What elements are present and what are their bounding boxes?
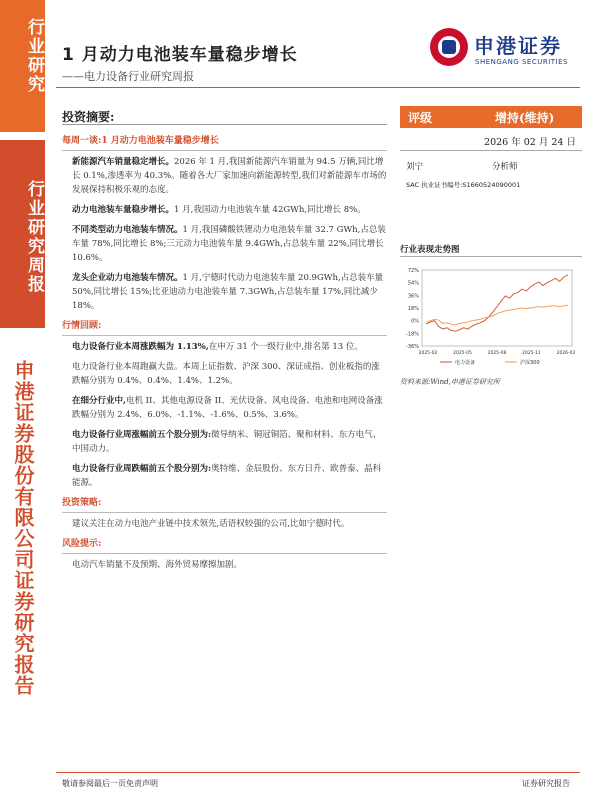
paragraph [72,223,387,265]
paragraph-text: 1 月,宁德时代动力电池装车量 20.9GWh,占总装车量 50%,同比增长 15%;比亚迪动力电池装车量 7.3GWh,占总装车量 17%,同比减少 18%。 [72,273,384,311]
paragraph-lead: 不同类型动力电池装车情况。 [72,225,183,235]
logo-mark-icon [430,28,468,66]
paragraph-lead: 龙头企业动力电池装车情况。 [72,273,183,283]
chart-source: 资料来源:Wind,申港证券研究所 [400,378,500,386]
paragraph-text: 2026 年 1 月,我国新能源汽车销量为 94.5 万辆,同比增长 0.1%,渗透率为 40.3%。随着各大厂家加速向新能源转型,我们对新能源车市场的发展保持积极乐观的态度。 [72,157,387,195]
paragraph [72,517,387,531]
x-tick-label: 2025-02 [418,351,438,356]
x-tick-label: 2025-08 [487,351,507,356]
paragraph-lead: 动力电池装车量稳步增长。 [72,205,175,215]
chart-title: 行业表现走势图 [400,245,460,255]
industry-performance-chart [400,262,582,372]
sidebar-company: 申港证券股份有限公司证券研究报告 [11,360,35,696]
company-logo [430,26,570,76]
header-divider [56,87,580,88]
paragraph-text: 1 月,我国磷酸铁锂动力电池装车量 32.7 GWh,占总装车量 78%,同比增长 8%;三元动力电池装车量 9.4GWh,占总装车量 22%,同比增长 10.6%。 [72,225,386,263]
legend-label: 电力设备 [455,360,476,366]
y-tick-label: 18% [407,306,419,312]
footer-label: 证券研究报告 [522,779,570,788]
abstract-heading: 投资摘要: [62,110,115,124]
paragraph [72,462,387,490]
y-tick-label: 36% [407,293,419,300]
section-heading: 投资策略: [62,496,387,513]
paragraph-text: 奥特维、金辰股份、东方日升、欧普泰、晶科能源。 [72,464,382,488]
rating-banner [400,106,582,128]
y-tick-label: 0% [411,318,419,325]
sidebar-label: 行业研究 [24,18,44,94]
paragraph [72,203,387,217]
chart-divider [400,256,582,257]
analyst-role: 分析师 [492,162,518,172]
paragraph [72,340,387,354]
footer-divider [56,772,580,773]
sidebar-block-weekly [0,140,45,328]
paragraph [72,155,387,197]
paragraph [72,428,387,456]
y-tick-label: -36% [406,344,419,350]
report-date: 2026 年 02 月 24 日 [484,137,576,148]
legend-label: 沪深300 [520,360,540,366]
paragraph-text: 电机 II、其他电源设备 II、光伏设备、风电设备、电池和电网设备涨跌幅分别为 2.4%、6.0%、-1.1%、-1.6%、0.5%、3.6%。 [72,396,383,420]
section-heading: 风险提示: [62,537,387,554]
analyst-name: 刘宁 [406,162,424,172]
x-tick-label: 2025-11 [522,351,541,356]
footer-disclaimer: 敬请参阅最后一页免责声明 [62,779,158,788]
paragraph-text: 微导纳米、铜冠铜箔、聚和材料、东方电气、中国动力。 [72,430,382,454]
sidebar-label-weekly: 行业研究周报 [24,180,44,294]
rating-value: 增持(维持) [495,111,555,125]
paragraph-lead: 新能源汽车销量稳定增长。 [72,157,175,167]
paragraph [72,558,387,572]
y-tick-label: -18% [406,331,419,338]
analyst-sac: SAC 执业证书编号:S1660524090001 [406,181,521,189]
paragraph-text: 1 月,我国动力电池装车量 42GWh,同比增长 8%。 [174,205,366,215]
section-heading: 行情回顾: [62,319,387,336]
logo-text-en: SHENGANG SECURITIES [475,58,568,66]
y-tick-label: 72% [407,268,419,274]
logo-text-cn: 申港证券 [474,34,562,58]
paragraph-lead: 在细分行业中, [72,396,126,406]
paragraph-text: 电动汽车销量不及预期、海外贸易摩擦加剧。 [72,560,243,570]
paragraph [72,360,387,388]
abstract-divider [62,124,387,125]
paragraph [72,394,387,422]
paragraph-text: 建议关注在动力电池产业链中技术领先,话语权较强的公司,比如宁德时代。 [72,519,350,529]
x-tick-label: 2025-05 [453,351,472,356]
abstract-body [62,128,387,578]
sidebar-block-industry [0,0,45,132]
page-subtitle: ——电力设备行业研究周报 [62,70,194,83]
paragraph-text: 在申万 31 个一级行业中,排名第 13 位。 [208,342,363,352]
rating-divider [400,150,582,151]
series-line [426,305,568,325]
x-tick-label: 2026-02 [556,351,576,356]
paragraph-lead: 电力设备行业本周涨跌幅为 1.13%, [72,342,209,352]
section-heading: 每周一谈:1 月动力电池装车量稳步增长 [62,134,387,151]
paragraph [72,271,387,313]
paragraph-text: 电力设备行业本周跑赢大盘。本周上证指数、沪深 300、深证成指、创业板指的涨跌幅分别为 0.4%、0.4%、1.4%、1.2%。 [72,362,380,386]
page-title: 1 月动力电池装车量稳步增长 [62,45,298,65]
rating-label: 评级 [408,111,433,125]
y-tick-label: 54% [407,280,419,287]
paragraph-lead: 电力设备行业周涨幅前五个股分别为: [72,430,212,440]
paragraph-lead: 电力设备行业周跌幅前五个股分别为: [72,464,212,474]
